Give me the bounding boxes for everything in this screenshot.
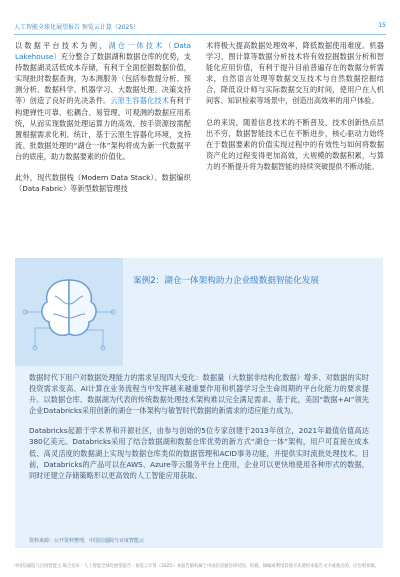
page-footer: 中国信通院与百度智能云 联合发布 · 人工智能全球化展望报告 · 预览云计算（2025）· 本报告版权属于中国信息通信研究院，转载、摘编或利用其他方式使用本报告文字或观点的，应注明来源。 <box>14 564 379 569</box>
highlight-lakehouse: 湖仓一体技术（Data Lakehouse） <box>15 41 191 62</box>
right-paragraph-2: 总的来说，随着信息技术的不断普及，技术创新热点层出不穷，数据智能技术已在不断进步，核心驱动力始终在于数据要素的价值实现过程中的有效性与如何将数据资产化的过程变得更加高效，大规模的数据积累，与算力的不断提升将为数据智能的持续突破提供不断动能。 <box>206 117 384 171</box>
right-paragraph-1: 术将极大提高数据处理效率，降低数据使用难度。机器学习、图计算等数据分析技术将有效挖掘数据分析和智能化应用价值，有利于提升目前普遍存在的数据分析需求，自然语言处理等数据交互技术与自然数据挖掘结合，降低设计师与实际数据交互的时间，使用户在人机间客、知识检索等场景中，创造出高效率的用户体验。 <box>206 41 384 106</box>
case-panel <box>15 258 383 548</box>
case-body <box>29 372 369 490</box>
case-paragraph-2: Databricks起源于学术界和开源社区，由参与创始的5位专家创建于2013年创立，2021年最值估值高达380亿美元。Databricks采用了结合数据湖和数据仓库优势的新方式“湖仓一体”架构，用户可直接在成本低、高灵活度的数据湖上实现与数据仓库类似的数据管理和ACID事务功能，并提供实时流批处理技术。目前，Databricks的产品可以在AWS、Azure等云服务平台上使用，企业可以更快地使用各种形式的数据，同时还建立存储策略形以更高效的人工智能应用获取。 <box>29 426 369 480</box>
page-header <box>14 22 386 32</box>
case-source: 资料来源：公开资料整理，中国信通院与百度智能云 <box>29 538 145 544</box>
header-rule <box>14 34 386 35</box>
brain-circuit-icon <box>15 258 123 366</box>
case-title: 案例2：湖仓一体架构助力企业级数据智能化发展 <box>133 276 319 286</box>
page-number: 15 <box>378 22 386 29</box>
right-column <box>206 40 384 182</box>
case-paragraph-1: 数据时代下用户对数据处理能力的需求呈现四大变化：数据量（大数据非结构化数据）增多、对数据的实时投资需求变高、AI计算在业务流程当中发挥越来越重要作用和机器学习全生命周期的平台化能力的要求提升。以数据仓库、数据湖为代表的传统数据处理技术架构难以完全满足需求。基于此，美国“数据+AI”领先企业Databricks采用创新的湖仓一体架构与敏智时代数据的新需求的适应能力成为。 <box>29 373 369 416</box>
left-column <box>15 40 191 204</box>
left-paragraph-1: 以数据平台技术为例，湖仓一体技术（Data Lakehouse）充分整合了数据湖和数据仓库的优势，支持数据湖灵活低成本存储，有利于全面挖掘数据价值，实现批时数据查询，为本测服务（包括参数提分析、预测分析、数据科学、机器学习、大数据处理、决策支持等）创造了良好的先决条件。云原生容器化技术有利于构建弹性可靠、松耦合、易管理、可观测的数据应用系统，从而实现数据处理运算力的高效、按手资源按需配置根据需求化利、统计，基于云原生容器化环境，支持流、批数据处理的“湖仓一体”架构将成为新一代数据平台的底座，助力数据要素的价值化。 <box>15 41 191 161</box>
report-title: 人工智能全球化展望报告 预览云计算（2025） <box>14 24 140 31</box>
highlight-cloud-native: 云原生容器化技术 <box>110 96 170 106</box>
left-paragraph-2: 此外，现代数据栈（Modern Data Stack）、数据编织（Data Fabric）等新型数据管理技 <box>15 173 191 194</box>
